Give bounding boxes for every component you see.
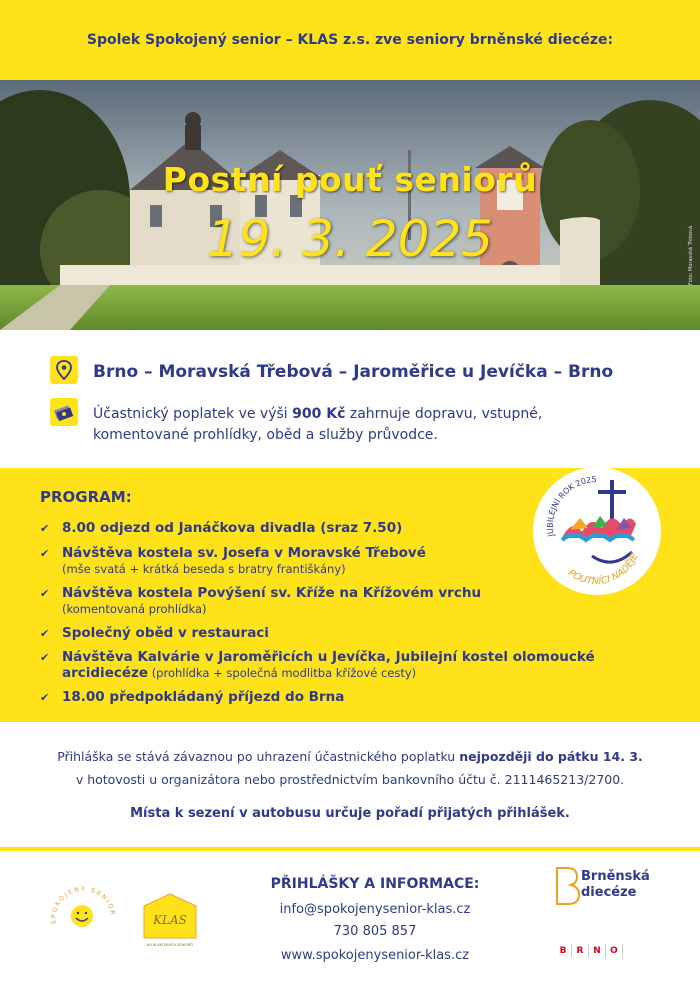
money-icon (50, 398, 78, 426)
route-text: Brno – Moravská Třebová – Jaroměřice u Jevíčka – Brno (93, 362, 614, 382)
svg-text:SPOKOJENÝ SENIOR: SPOKOJENÝ SENIOR (50, 885, 117, 925)
event-title: Postní pouť seniorů (162, 160, 538, 199)
fee-before: Účastnický poplatek ve výši (93, 406, 293, 422)
check-icon: ✔ (40, 587, 50, 600)
check-icon: ✔ (40, 547, 50, 560)
brno-city-logo: B R N O (555, 944, 623, 958)
contact-phone[interactable]: 730 805 857 (333, 924, 417, 939)
check-icon: ✔ (40, 651, 50, 664)
klas-logo (132, 890, 212, 950)
jubilee-top-text: JUBILEJNÍ ROK 2025 (545, 474, 597, 538)
fee-amount: 900 Kč (292, 406, 346, 422)
check-icon: ✔ (40, 691, 50, 704)
contact-heading: PŘIHLÁŠKY A INFORMACE: (270, 876, 480, 892)
hero-photo (0, 80, 700, 330)
fee-after: zahrnuje dopravu, vstupné, komentované prohlídky, oběd a služby průvodce. (93, 406, 543, 443)
program-item: ✔ Návštěva Kalvárie v Jaroměřicích u Jevíčka, Jubilejní kostel olomoucké arcidiecéze (prohlídka + společná modlitba křížové cesty) (40, 649, 595, 681)
check-icon: ✔ (40, 522, 50, 535)
event-date: 19. 3. 2025 (206, 210, 494, 268)
deadline: nejpozději do pátku 14. 3. (459, 749, 643, 764)
top-band (0, 0, 700, 80)
seats-note: Místa k sezení v autobusu určuje pořadí přijatých přihlášek. (130, 806, 570, 821)
jubilee-logo (532, 466, 662, 596)
contact-web[interactable]: www.spokojenysenior-klas.cz (280, 948, 470, 963)
registration-note: Přihláška se stává závaznou po uhrazení účastnického poplatku nejpozději do pátku 14. 3. v hotovosti u organizátora nebo prostřednictvím bankovního účtu č. 2111465213/2700. (57, 749, 643, 787)
svg-text:Brněnská: Brněnská (581, 869, 650, 884)
spokojeny-senior-logo (44, 878, 124, 958)
program-heading: PROGRAM: (40, 488, 132, 506)
brnenska-diecese-logo (553, 866, 663, 910)
location-pin-icon (50, 356, 78, 384)
svg-text:KLUB AKTIVNÍCH SENIORŮ: KLUB AKTIVNÍCH SENIORŮ (147, 943, 193, 947)
check-icon: ✔ (40, 627, 50, 640)
contact-email[interactable]: info@spokojenysenior-klas.cz (279, 902, 471, 917)
footer-divider (0, 847, 700, 851)
invitation-text: Spolek Spokojený senior – KLAS z.s. zve seniory brněnské diecéze: (86, 32, 614, 48)
jubilee-bottom-text: POUTNÍCI NADĚJE (566, 551, 641, 588)
svg-text:KLAS: KLAS (153, 913, 187, 927)
fee-text (93, 404, 613, 446)
svg-text:diecéze: diecéze (581, 885, 637, 900)
photo-credit: Foto: Moravská Třebová (688, 225, 694, 285)
church-illustration (0, 80, 700, 330)
